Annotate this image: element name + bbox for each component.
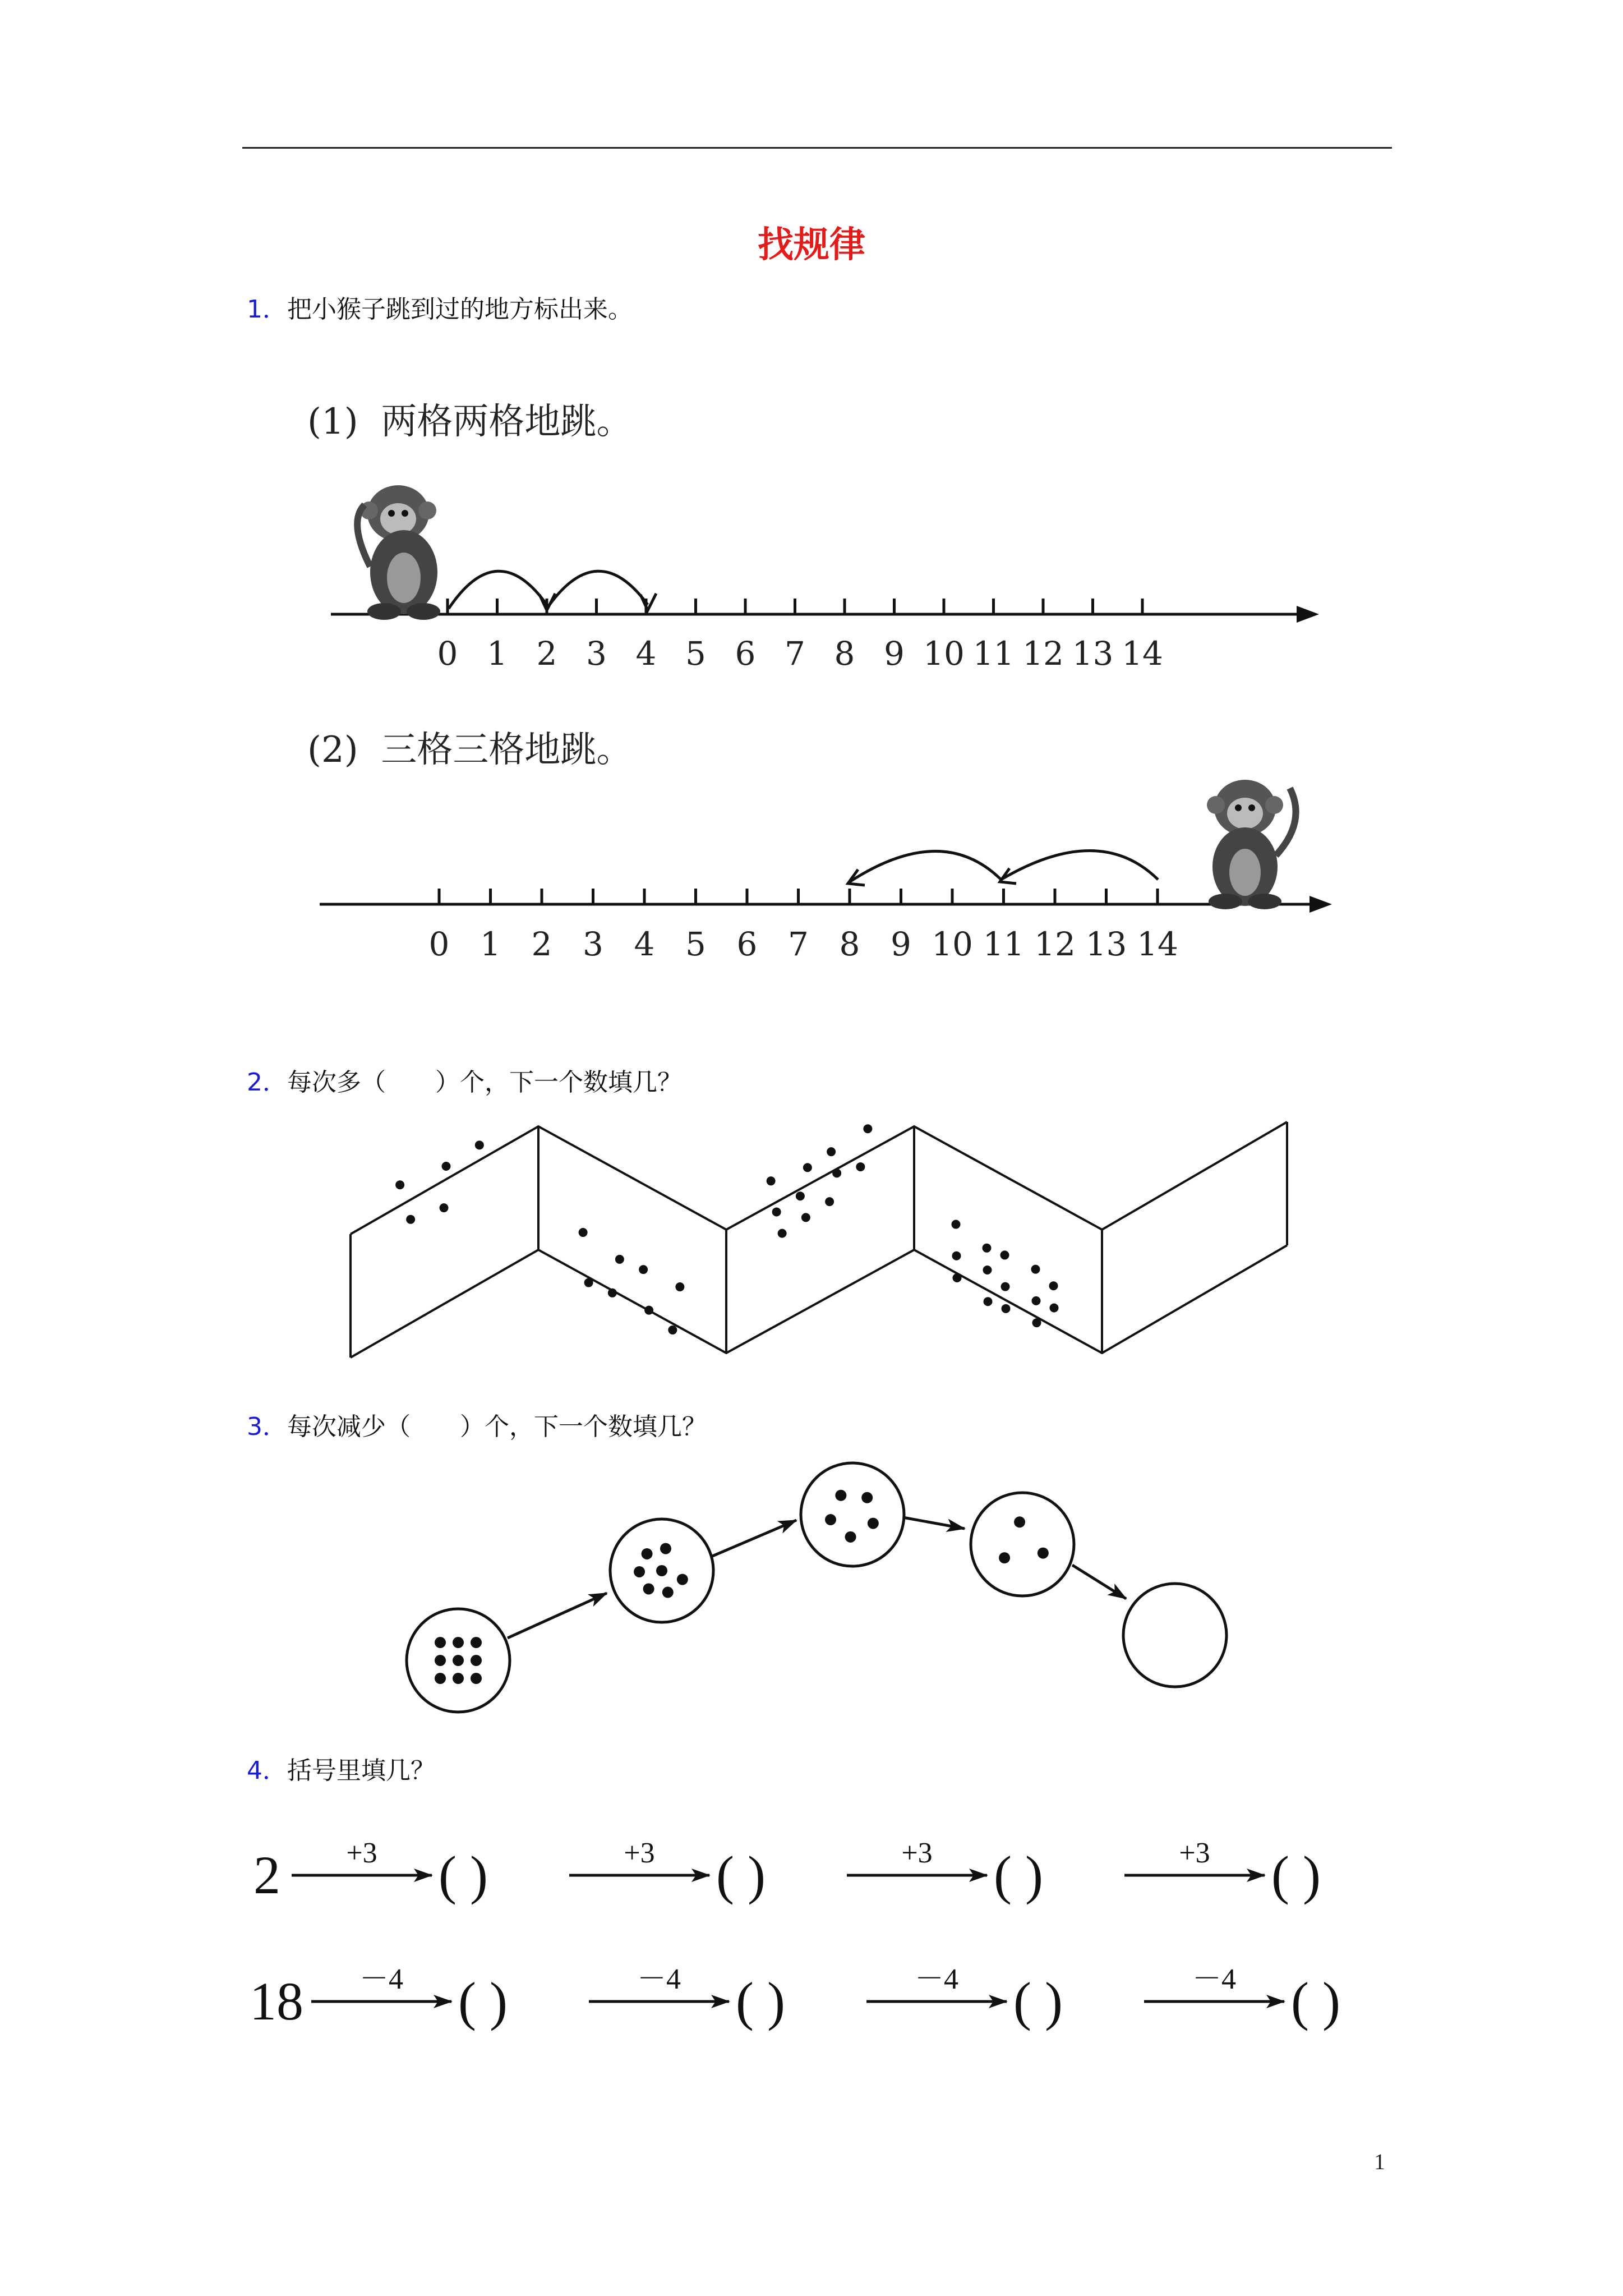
number-line-2 (320, 851, 1332, 964)
circle-dot (999, 1552, 1010, 1563)
question-4-text: 括号里填几？ (287, 1756, 435, 1785)
empty-answer-circle[interactable] (1123, 1584, 1227, 1687)
question-2 (247, 1062, 682, 1098)
question-3-text: 每次减少（ ）个，下一个数填几？ (287, 1412, 707, 1441)
line1-label-5[interactable]: 5 (685, 634, 706, 673)
circle-dot (1038, 1548, 1049, 1559)
panel-dot (801, 1213, 810, 1222)
panel-dot (440, 1203, 449, 1212)
circle-arrows (508, 1517, 1126, 1638)
line2-label-9[interactable]: 9 (891, 925, 911, 963)
dot-circles (407, 1463, 1227, 1712)
answer-blank[interactable]: ( ) (458, 1971, 508, 2031)
line2-label-13[interactable]: 13 (1085, 925, 1127, 963)
chain-2-start: 18 (250, 1971, 303, 2031)
circle-dot (453, 1637, 464, 1648)
line1-label-9[interactable]: 9 (884, 634, 905, 673)
line2-label-4[interactable]: 4 (634, 925, 655, 963)
circle-dot (471, 1655, 482, 1666)
chain-operator: －4 (914, 1963, 959, 1995)
question-2-text: 每次多（ ）个，下一个数填几？ (287, 1068, 682, 1097)
chain-operator: +3 (624, 1837, 655, 1869)
line2-label-0[interactable]: 0 (428, 925, 450, 963)
chain-operator: +3 (901, 1837, 933, 1869)
panel-dot (675, 1282, 684, 1291)
chain-1-start: 2 (253, 1845, 280, 1905)
line2-label-12[interactable]: 12 (1034, 925, 1076, 963)
panel-dot (395, 1180, 404, 1189)
panel-dot (825, 1197, 834, 1206)
chain-operator: －4 (637, 1963, 681, 1995)
panel-dot (778, 1229, 787, 1238)
panel-dot (442, 1162, 451, 1171)
circle-dot (471, 1673, 482, 1684)
panel-dot (952, 1220, 961, 1229)
line2-label-5[interactable]: 5 (685, 925, 706, 963)
circle-dot (642, 1548, 653, 1559)
page-number: 1 (1374, 2149, 1385, 2174)
jump-arc (850, 851, 1001, 882)
panel-dot (803, 1163, 812, 1172)
line1-label-1[interactable]: 1 (487, 634, 508, 673)
jump-arc (1001, 851, 1158, 880)
panel-dot (668, 1326, 677, 1335)
panel-dot (827, 1147, 836, 1156)
page-title: 找规律 (758, 224, 865, 266)
circle-dot (660, 1543, 671, 1554)
line1-label-13[interactable]: 13 (1072, 634, 1114, 673)
circle-dot (453, 1655, 464, 1666)
chain-operator: +3 (1179, 1837, 1210, 1869)
panel-dot (1032, 1296, 1041, 1305)
panel-dot (856, 1162, 865, 1171)
line1-label-8[interactable]: 8 (834, 634, 855, 673)
dot-circle (801, 1463, 904, 1566)
line1-label-14[interactable]: 14 (1122, 634, 1163, 673)
circle-dot (662, 1587, 674, 1598)
circle-dot (435, 1673, 446, 1684)
answer-blank[interactable]: ( ) (1291, 1971, 1340, 2031)
panel-dot (984, 1297, 993, 1306)
line2-label-3[interactable]: 3 (583, 925, 603, 963)
panel-dot (1050, 1303, 1059, 1312)
panel-dot (952, 1251, 961, 1260)
line2-label-11[interactable]: 11 (983, 925, 1025, 963)
question-3 (247, 1406, 707, 1442)
circle-dot (845, 1531, 856, 1543)
answer-blank[interactable]: ( ) (736, 1971, 785, 2031)
panel-dot (1032, 1318, 1041, 1327)
question-3-number: 3． (247, 1412, 287, 1441)
q1-part-1-label: (1) 两格两格地跳。 (307, 401, 633, 443)
panel-dot (772, 1207, 781, 1216)
chain-row-1 (253, 1837, 1321, 1905)
panel-dot (1002, 1304, 1011, 1313)
circle-dot (656, 1565, 667, 1576)
panel-dot (615, 1255, 624, 1264)
line1-label-7[interactable]: 7 (785, 634, 805, 673)
chain-operator: －4 (359, 1963, 404, 1995)
chain-row-2 (250, 1963, 1340, 2031)
chain-operator: +3 (346, 1837, 377, 1869)
circle-dot (861, 1492, 873, 1503)
panel-dot (644, 1306, 653, 1315)
line1-label-6[interactable]: 6 (735, 634, 756, 673)
panel-dot (1000, 1250, 1009, 1259)
chain-operator: －4 (1192, 1963, 1237, 1995)
panel-dot (608, 1289, 617, 1297)
monkey-illustration (1207, 780, 1296, 909)
dot-circle (971, 1493, 1074, 1596)
panel-dot (983, 1266, 992, 1274)
panel-dot (639, 1265, 648, 1274)
panel-dot (953, 1273, 962, 1282)
circle-dot (868, 1518, 879, 1529)
answer-blank[interactable]: ( ) (716, 1845, 766, 1905)
line1-label-0[interactable]: 0 (437, 634, 458, 673)
panel-dot (1049, 1281, 1058, 1290)
question-4-number: 4． (247, 1756, 287, 1785)
circle-dot (471, 1637, 482, 1648)
panel-dot (1001, 1282, 1010, 1291)
question-1-text: 把小猴子跳到过的地方标出来。 (287, 295, 633, 324)
panel-dot (832, 1168, 841, 1177)
panel-dot (796, 1191, 805, 1200)
panel-dot (579, 1228, 588, 1237)
circle-dots (435, 1490, 1049, 1684)
monkey-illustration (357, 485, 440, 620)
panel-dot (983, 1244, 992, 1253)
line1-label-12[interactable]: 12 (1022, 634, 1064, 673)
line1-label-11[interactable]: 11 (972, 634, 1015, 673)
circle-dot (435, 1655, 446, 1666)
circle-dot (835, 1490, 846, 1501)
line1-label-10[interactable]: 10 (923, 634, 965, 673)
line1-label-3[interactable]: 3 (586, 634, 607, 673)
line2-label-10[interactable]: 10 (932, 925, 973, 963)
answer-blank[interactable]: ( ) (1013, 1971, 1063, 2031)
line2-label-6[interactable]: 6 (736, 925, 758, 963)
panel-dot (1031, 1265, 1040, 1274)
answer-blank[interactable]: ( ) (439, 1845, 488, 1905)
panel-dot (406, 1215, 415, 1224)
circle-dot (677, 1574, 688, 1585)
line2-label-7[interactable]: 7 (788, 925, 809, 963)
question-4 (247, 1750, 435, 1786)
circle-dot (634, 1566, 645, 1577)
question-1-number: 1． (247, 295, 287, 324)
circle-dot (825, 1514, 836, 1525)
circle-dot (435, 1637, 446, 1648)
line2-label-14[interactable]: 14 (1137, 925, 1178, 963)
line2-label-2[interactable]: 2 (531, 925, 552, 963)
number-line-1 (331, 571, 1319, 673)
answer-blank[interactable]: ( ) (994, 1845, 1043, 1905)
panel-dot (475, 1140, 484, 1149)
panel-dot (767, 1176, 776, 1185)
circle-dot (1014, 1516, 1025, 1527)
circle-dot (643, 1583, 654, 1594)
folded-panels (351, 1122, 1287, 1358)
circle-dot (453, 1673, 464, 1684)
line2-label-1[interactable]: 1 (480, 925, 501, 963)
line1-label-2[interactable]: 2 (536, 634, 557, 673)
q1-part-2-label: (2) 三格三格地跳。 (307, 729, 633, 771)
answer-blank[interactable]: ( ) (1271, 1845, 1321, 1905)
panel-dot (863, 1124, 872, 1133)
question-2-number: 2． (247, 1068, 287, 1097)
line2-label-8[interactable]: 8 (839, 925, 860, 963)
line1-label-4[interactable]: 4 (635, 634, 657, 673)
panel-dot (584, 1278, 593, 1287)
